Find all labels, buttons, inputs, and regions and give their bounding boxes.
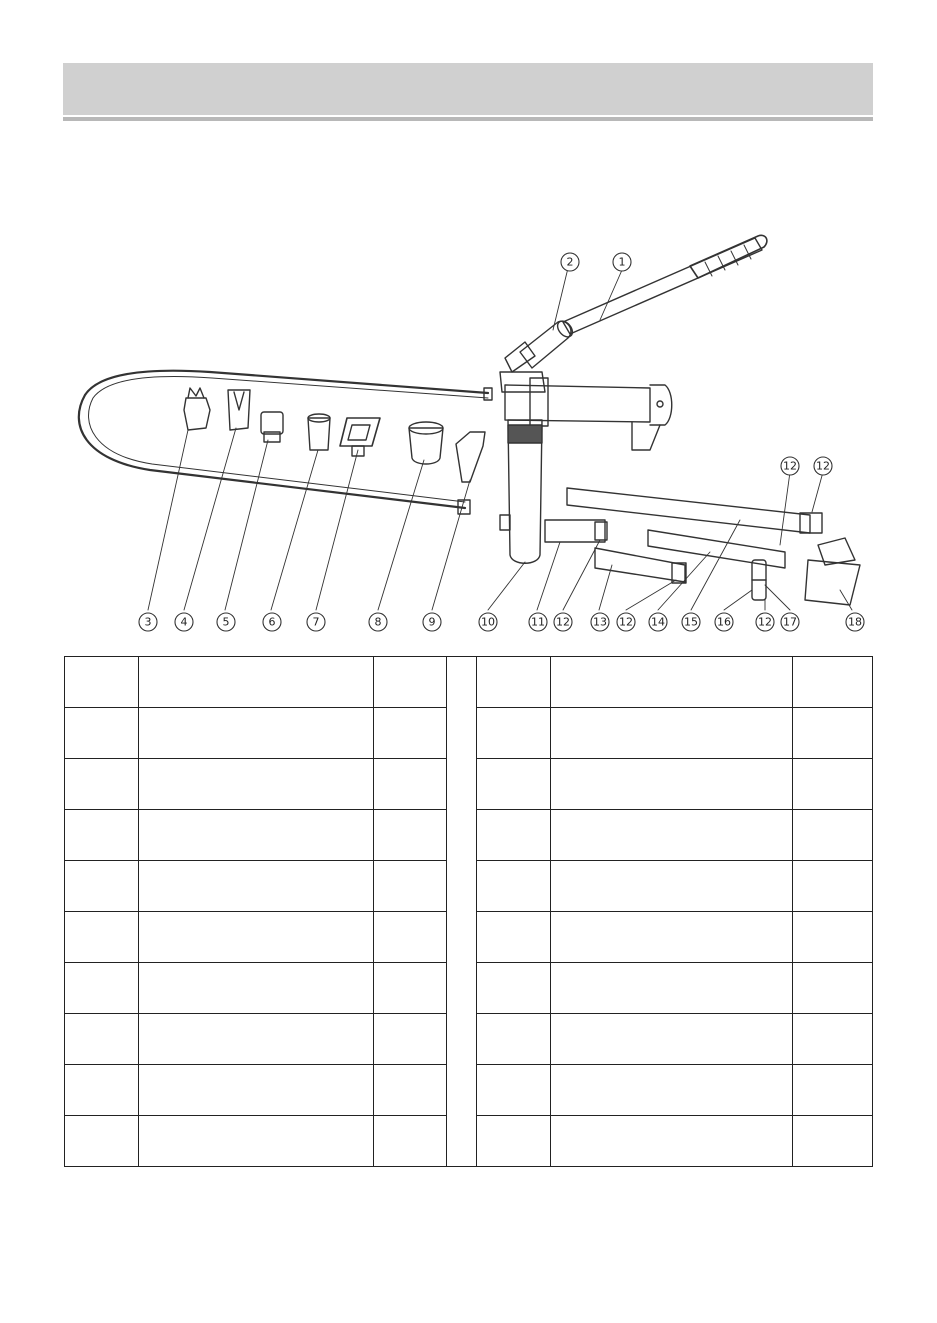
table-cell — [551, 1065, 793, 1116]
table-cell — [793, 810, 873, 861]
table-cell — [65, 963, 139, 1014]
attachment-9 — [456, 432, 485, 482]
table-cell — [477, 1065, 551, 1116]
table-cell — [374, 1065, 447, 1116]
table-cell — [139, 708, 374, 759]
callout-label: 16 — [717, 615, 731, 629]
table-cell — [65, 861, 139, 912]
callout-label: 12 — [816, 459, 830, 473]
callout-label: 14 — [651, 615, 665, 629]
callout-label: 7 — [312, 615, 320, 629]
table-cell — [139, 1116, 374, 1167]
table-cell — [139, 861, 374, 912]
callout-label: 1 — [618, 255, 626, 269]
table-cell — [65, 1116, 139, 1167]
callout-label: 6 — [268, 615, 276, 629]
table-cell — [374, 1116, 447, 1167]
table-cell — [65, 912, 139, 963]
table-cell — [374, 1014, 447, 1065]
table-cell — [793, 1065, 873, 1116]
table-cell — [477, 657, 551, 708]
table-cell — [139, 810, 374, 861]
callout-label: 17 — [783, 615, 797, 629]
extension-15 — [567, 488, 810, 533]
callout-label: 3 — [144, 615, 152, 629]
table-cell — [477, 963, 551, 1014]
parts-list-table — [64, 656, 873, 1167]
attachment-5 — [261, 412, 283, 434]
hose — [79, 371, 488, 508]
table-cell — [477, 759, 551, 810]
table-cell — [139, 963, 374, 1014]
callout-label: 15 — [684, 615, 698, 629]
callout-label: 4 — [180, 615, 188, 629]
table-cell — [793, 759, 873, 810]
table-cell — [374, 861, 447, 912]
base-18 — [805, 560, 860, 605]
callout-label: 10 — [481, 615, 495, 629]
callout-label: 5 — [222, 615, 230, 629]
attachment-3 — [184, 398, 210, 430]
table-cell — [551, 1014, 793, 1065]
table-cell — [551, 708, 793, 759]
table-cell — [139, 1014, 374, 1065]
diagram-svg — [0, 0, 937, 650]
table-cell — [477, 708, 551, 759]
table-cell — [139, 1065, 374, 1116]
callout-label: 12 — [619, 615, 633, 629]
table-cell — [793, 963, 873, 1014]
table-cell — [793, 1116, 873, 1167]
attachment-6 — [308, 418, 330, 450]
table-cell — [65, 759, 139, 810]
pump-body — [505, 385, 650, 422]
table-cell — [65, 657, 139, 708]
callout-label: 18 — [848, 615, 862, 629]
callout-label: 12 — [783, 459, 797, 473]
table-gap — [447, 657, 477, 1167]
table-cell — [477, 1014, 551, 1065]
table-cell — [551, 657, 793, 708]
callout-label: 12 — [556, 615, 570, 629]
table-cell — [793, 861, 873, 912]
table-cell — [551, 861, 793, 912]
table-cell — [551, 1116, 793, 1167]
table-cell — [65, 708, 139, 759]
extension-11 — [545, 520, 605, 542]
table-cell — [65, 810, 139, 861]
table-cell — [139, 657, 374, 708]
table-cell — [551, 912, 793, 963]
table-cell — [477, 1116, 551, 1167]
table-cell — [551, 759, 793, 810]
table-cell — [551, 810, 793, 861]
table-cell — [793, 912, 873, 963]
table-cell — [374, 912, 447, 963]
table-cell — [65, 1065, 139, 1116]
table-cell — [793, 657, 873, 708]
table-cell — [551, 963, 793, 1014]
table-cell — [374, 759, 447, 810]
table-cell — [139, 912, 374, 963]
table-cell — [65, 1014, 139, 1065]
callout-label: 9 — [428, 615, 436, 629]
table-cell — [139, 759, 374, 810]
callout-label: 12 — [758, 615, 772, 629]
exploded-parts-diagram — [0, 0, 937, 650]
callout-label: 13 — [593, 615, 607, 629]
table-cell — [374, 963, 447, 1014]
table-cell — [374, 810, 447, 861]
table-cell — [374, 657, 447, 708]
table-cell — [477, 861, 551, 912]
table-cell — [477, 810, 551, 861]
callout-label: 2 — [566, 255, 574, 269]
table-cell — [374, 708, 447, 759]
callout-label: 8 — [374, 615, 382, 629]
callout-label: 11 — [531, 615, 545, 629]
attachment-7 — [340, 418, 380, 446]
table-cell — [793, 708, 873, 759]
table-cell — [793, 1014, 873, 1065]
table-cell — [477, 912, 551, 963]
table-row — [65, 657, 873, 708]
